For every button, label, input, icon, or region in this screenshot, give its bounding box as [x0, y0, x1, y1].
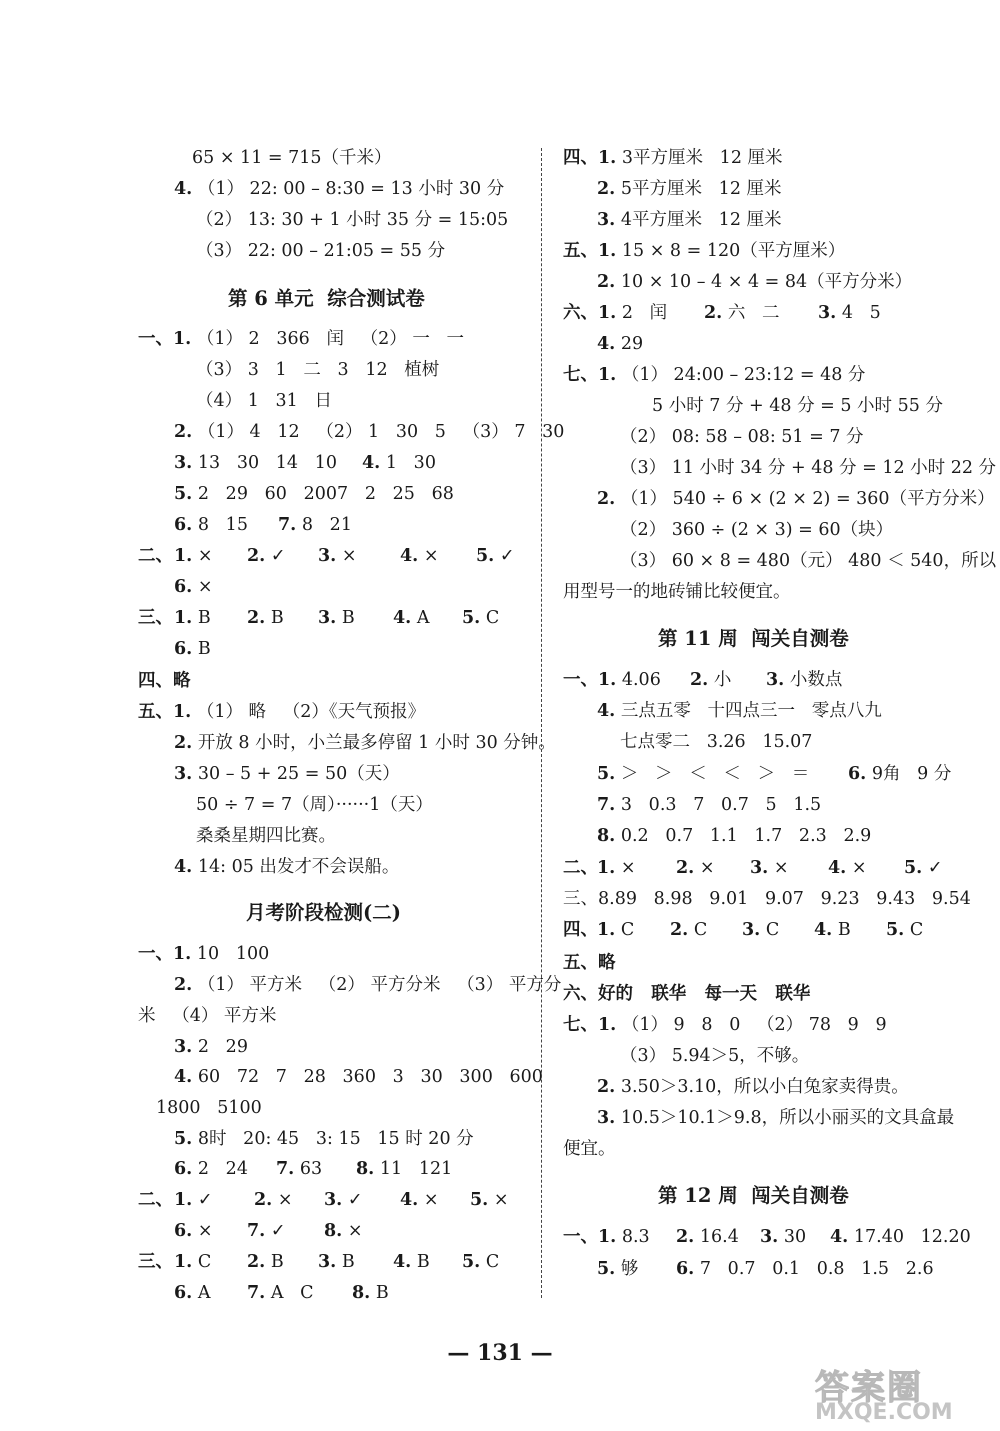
answer-line: 3. ×	[750, 858, 789, 878]
answer-line: 5. 8时 20: 45 3: 15 15 时 20 分	[174, 1129, 474, 1149]
answer-line: 2. （1） 平方米 （2） 平方分米 （3） 平方分	[174, 975, 562, 995]
answer-line: 4. A	[393, 608, 430, 628]
answer-line: （2） 13: 30 + 1 小时 35 分 = 15:05	[196, 210, 509, 230]
answer-line: 一、1. 10 100	[138, 944, 270, 964]
section-heading: 第 6 单元 综合测试卷	[228, 287, 425, 310]
answer-line: 8. ×	[324, 1221, 363, 1241]
answer-line: 6. 9角 9 分	[848, 764, 952, 784]
answer-line: 4. 60 72 7 28 360 3 30 300 600	[174, 1067, 543, 1087]
answer-line: 1. ×	[174, 546, 213, 566]
watermark-logo-text: 答案圈	[815, 1368, 923, 1408]
answer-line: 2. （1） 4 12 （2） 1 30 5 （3） 7 30	[174, 422, 565, 442]
answer-line: 2. 16.4	[676, 1227, 739, 1247]
answer-line: 2. 开放 8 小时，小兰最多停留 1 小时 30 分钟。	[174, 733, 556, 753]
answer-line: 3. 30 – 5 + 25 = 50（天）	[174, 764, 400, 784]
answer-line: 4. 14: 05 出发才不会误船。	[174, 857, 400, 877]
answer-line: 5. ✓	[476, 546, 515, 566]
section-label: 二、	[138, 1190, 173, 1210]
answer-line: 6. ×	[174, 577, 213, 597]
answer-line: 1. ×	[597, 858, 636, 878]
answer-line: 四、略	[138, 671, 191, 691]
answer-line: 五、1. （1） 略 （2）《天气预报》	[138, 702, 426, 722]
answer-line: 2. 小	[690, 670, 732, 690]
watermark-url: MXQE.COM	[815, 1400, 953, 1425]
answer-line: 一、1. 8.3	[563, 1227, 650, 1247]
answer-line: 3. 13 30 14 10	[174, 453, 337, 473]
answer-line: 4. ×	[400, 546, 439, 566]
answer-line: 4. ×	[828, 858, 867, 878]
answer-line: 2. C	[670, 920, 708, 940]
section-label: 二、	[138, 546, 173, 566]
answer-line: 5. ＞ ＞ ＜ ＜ ＞ ＝	[597, 764, 810, 784]
answer-line: 七点零二 3.26 15.07	[620, 732, 813, 752]
answer-line: 三、8.89 8.98 9.01 9.07 9.23 9.43 9.54	[563, 889, 971, 909]
answer-line: 2. 10 × 10 – 4 × 4 = 84（平方分米）	[597, 272, 913, 292]
answer-line: 2. （1） 540 ÷ 6 × (2 × 2) = 360（平方分米）	[597, 489, 995, 509]
answer-line: 六、1. 2 闰	[563, 303, 668, 323]
answer-line: 一、1. 4.06	[563, 670, 661, 690]
answer-line: 便宜。	[563, 1139, 616, 1159]
answer-line: 6. B	[174, 639, 211, 659]
answer-line: 2. B	[247, 608, 284, 628]
section-label: 三、	[138, 608, 173, 628]
answer-line: 2. ×	[254, 1190, 293, 1210]
answer-line: 8. B	[352, 1283, 389, 1303]
answer-line: 6. A	[174, 1283, 211, 1303]
answer-line: 3. B	[318, 1252, 355, 1272]
answer-line: 3. 2 29	[174, 1037, 248, 1057]
answer-line: （4） 1 31 日	[196, 391, 332, 411]
answer-line: 3. 4平方厘米 12 厘米	[597, 210, 782, 230]
answer-line: 3. C	[742, 920, 780, 940]
answer-line: 3. 30	[760, 1227, 807, 1247]
answer-line: 3. B	[318, 608, 355, 628]
answer-line: 1. B	[174, 608, 211, 628]
answer-line: 4. 29	[597, 334, 644, 354]
answer-line: 3. ✓	[324, 1190, 363, 1210]
answer-line: 2. ×	[676, 858, 715, 878]
answer-line: 6. 7 0.7 0.1 0.8 1.5 2.6	[676, 1259, 934, 1279]
answer-line: 6. 8 15	[174, 515, 248, 535]
answer-line: 五、1. 15 × 8 = 120（平方厘米）	[563, 241, 846, 261]
answer-line: 2. 3.50＞3.10，所以小白兔家卖得贵。	[597, 1077, 909, 1097]
answer-line: 3. ×	[318, 546, 357, 566]
answer-line: 1. C	[174, 1252, 212, 1272]
answer-line: 六、好的 联华 每一天 联华	[563, 984, 811, 1004]
answer-line: 米 （4） 平方米	[138, 1006, 277, 1026]
answer-line: （2） 08: 58 – 08: 51 = 7 分	[620, 427, 864, 447]
answer-line: 2. 5平方厘米 12 厘米	[597, 179, 782, 199]
answer-line: 5. C	[462, 1252, 500, 1272]
answer-line: 2. 六 二	[704, 303, 780, 323]
answer-line: 1. ✓	[174, 1190, 213, 1210]
answer-line: （3） 3 1 二 3 12 植树	[196, 360, 440, 380]
answer-line: 用型号一的地砖铺比较便宜。	[563, 582, 791, 602]
answer-line: 7. 8 21	[278, 515, 352, 535]
answer-line: 3. 4 5	[818, 303, 881, 323]
answer-line: 5. C	[886, 920, 924, 940]
section-heading: 第 11 周 闯关自测卷	[658, 627, 849, 650]
answer-line: 3. 10.5＞10.1＞9.8，所以小丽买的文具盒最	[597, 1108, 955, 1128]
answer-line: （3） 60 × 8 = 480（元） 480 ＜ 540，所以	[620, 551, 997, 571]
answer-line: 7. A C	[247, 1283, 314, 1303]
answer-line: 4. （1） 22: 00 – 8:30 = 13 小时 30 分	[174, 179, 505, 199]
section-label: 四、	[563, 920, 598, 940]
answer-line: 5. ✓	[904, 858, 943, 878]
answer-line: 七、1. （1） 24:00 – 23:12 = 48 分	[563, 365, 866, 385]
answer-line: 3. 小数点	[766, 670, 843, 690]
answer-line: 7. 3 0.3 7 0.7 5 1.5	[597, 795, 822, 815]
answer-line: 6. 2 24	[174, 1159, 248, 1179]
answer-line: 七、1. （1） 9 8 0 （2） 78 9 9	[563, 1015, 887, 1035]
answer-line: 7. ✓	[247, 1221, 286, 1241]
answer-line: 4. 17.40 12.20	[830, 1227, 971, 1247]
answer-line: 5. 够	[597, 1259, 639, 1279]
answer-line: 四、1. 3平方厘米 12 厘米	[563, 148, 783, 168]
answer-line: 5. C	[462, 608, 500, 628]
section-heading: 月考阶段检测(二)	[246, 901, 401, 924]
answer-line: 4. B	[814, 920, 851, 940]
answer-line: 4. 三点五零 十四点三一 零点八九	[597, 701, 882, 721]
answer-line: 1. C	[597, 920, 635, 940]
answer-line: （3） 5.94＞5，不够。	[620, 1046, 810, 1066]
answer-line: 1800 5100	[156, 1098, 262, 1118]
answer-line: 桑桑星期四比赛。	[196, 826, 336, 846]
answer-line: 5. ×	[470, 1190, 509, 1210]
section-label: 三、	[138, 1252, 173, 1272]
answer-line: （2） 360 ÷ (2 × 3) = 60（块）	[620, 520, 894, 540]
section-heading: 第 12 周 闯关自测卷	[658, 1184, 849, 1207]
answer-line: 五、略	[563, 953, 616, 973]
column-divider	[541, 148, 542, 1298]
answer-line: 2. B	[247, 1252, 284, 1272]
answer-line: 8. 11 121	[356, 1159, 453, 1179]
watermark-logo	[815, 1360, 995, 1430]
answer-line: （3） 11 小时 34 分 + 48 分 = 12 小时 22 分	[620, 458, 997, 478]
answer-line: 2. ✓	[247, 546, 286, 566]
answer-line: 8. 0.2 0.7 1.1 1.7 2.3 2.9	[597, 826, 872, 846]
answer-line: 4. 1 30	[362, 453, 436, 473]
answer-line: 6. ×	[174, 1221, 213, 1241]
page-number: — 131 —	[447, 1340, 553, 1366]
answer-line: 5. 2 29 60 2007 2 25 68	[174, 484, 454, 504]
answer-line: 一、1. （1） 2 366 闰 （2） 一 一	[138, 329, 465, 349]
answer-line: 4. B	[393, 1252, 430, 1272]
answer-line: 65 × 11 = 715（千米）	[192, 148, 392, 168]
answer-line: 7. 63	[276, 1159, 323, 1179]
answer-line: 50 ÷ 7 = 7（周）······1（天）	[196, 795, 433, 815]
section-label: 二、	[563, 858, 598, 878]
answer-line: 5 小时 7 分 + 48 分 = 5 小时 55 分	[652, 396, 943, 416]
answer-line: 4. ×	[400, 1190, 439, 1210]
answer-line: （3） 22: 00 – 21:05 = 55 分	[196, 241, 446, 261]
